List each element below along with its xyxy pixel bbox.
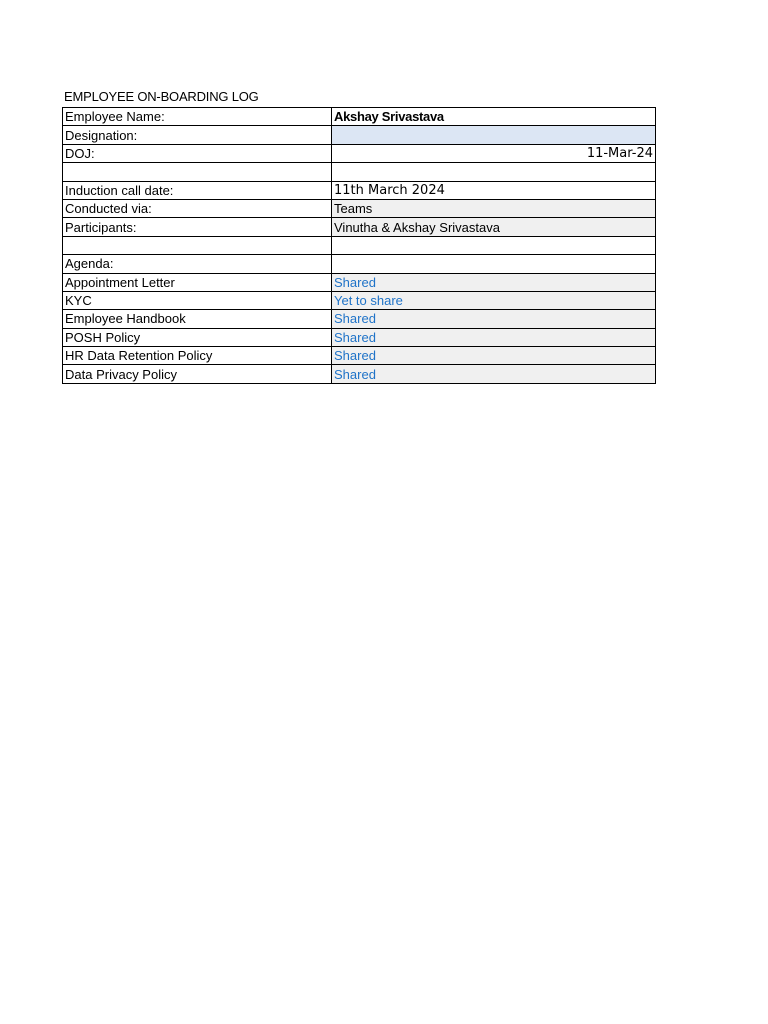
agenda-item-label: HR Data Retention Policy <box>63 347 332 365</box>
blank-cell[interactable] <box>332 236 656 254</box>
table-row-induction-date <box>63 181 656 199</box>
blank-cell[interactable] <box>63 236 332 254</box>
table-row-doj <box>63 144 656 162</box>
agenda-item-label: POSH Policy <box>63 328 332 346</box>
employee-name-label: Employee Name: <box>63 108 332 126</box>
table-row-kyc <box>63 291 656 309</box>
blank-cell[interactable] <box>63 163 332 181</box>
table-row-conducted-via <box>63 199 656 217</box>
table-row-blank-1 <box>63 163 656 181</box>
onboarding-table <box>62 107 656 384</box>
doj-label: DOJ: <box>63 144 332 162</box>
agenda-label: Agenda: <box>63 255 332 273</box>
table-row-designation <box>63 126 656 144</box>
agenda-item-status[interactable]: Shared <box>332 365 656 383</box>
agenda-value[interactable] <box>332 255 656 273</box>
agenda-item-status[interactable]: Shared <box>332 273 656 291</box>
participants-label: Participants: <box>63 218 332 236</box>
table-row-employee-handbook <box>63 310 656 328</box>
conducted-via-value[interactable]: Teams <box>332 199 656 217</box>
table-row-employee-name <box>63 108 656 126</box>
designation-label: Designation: <box>63 126 332 144</box>
table-row-blank-2 <box>63 236 656 254</box>
designation-value[interactable] <box>332 126 656 144</box>
agenda-item-status[interactable]: Shared <box>332 347 656 365</box>
table-row-participants <box>63 218 656 236</box>
blank-cell[interactable] <box>332 163 656 181</box>
table-row-appointment-letter <box>63 273 656 291</box>
table-row-posh-policy <box>63 328 656 346</box>
log-title: EMPLOYEE ON-BOARDING LOG <box>64 89 259 104</box>
conducted-via-label: Conducted via: <box>63 199 332 217</box>
agenda-item-label: Employee Handbook <box>63 310 332 328</box>
doj-value[interactable]: 11-Mar-24 <box>332 144 656 162</box>
agenda-item-status[interactable]: Yet to share <box>332 291 656 309</box>
agenda-item-label: Data Privacy Policy <box>63 365 332 383</box>
induction-date-value[interactable]: 11th March 2024 <box>332 181 656 199</box>
agenda-item-status[interactable]: Shared <box>332 310 656 328</box>
agenda-item-status[interactable]: Shared <box>332 328 656 346</box>
table-row-agenda <box>63 255 656 273</box>
participants-value[interactable]: Vinutha & Akshay Srivastava <box>332 218 656 236</box>
agenda-item-label: KYC <box>63 291 332 309</box>
table-row-data-privacy <box>63 365 656 383</box>
agenda-item-label: Appointment Letter <box>63 273 332 291</box>
induction-date-label: Induction call date: <box>63 181 332 199</box>
table-row-hr-data-retention <box>63 347 656 365</box>
employee-name-value[interactable]: Akshay Srivastava <box>332 108 656 126</box>
